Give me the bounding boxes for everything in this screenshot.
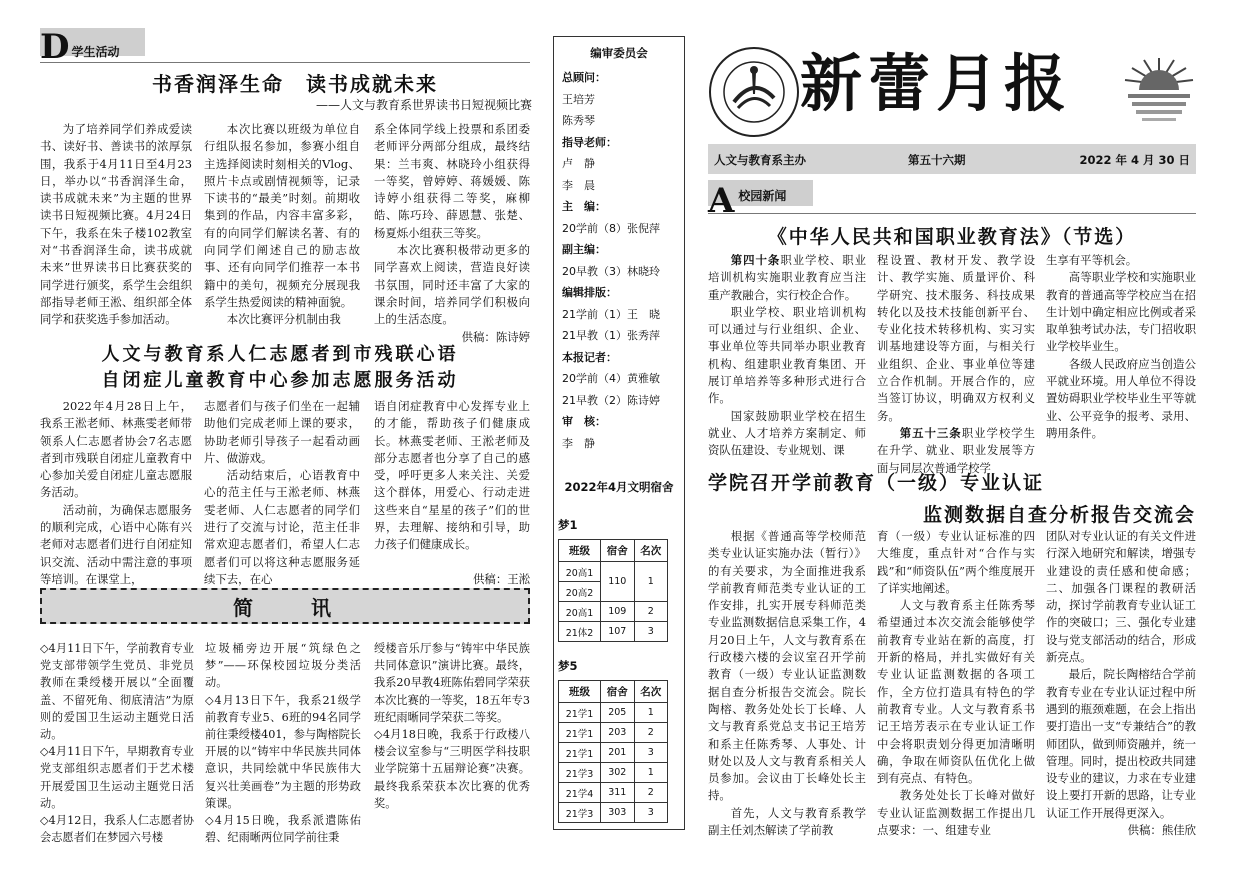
article-col-1	[40, 121, 192, 337]
table-header-cell: 宿舍	[601, 681, 634, 703]
editorial-role-label: 审 核：	[562, 415, 606, 428]
logo-seal-icon	[708, 46, 800, 138]
brief-col-3	[374, 640, 530, 860]
paragraph: 高等职业学校和实施职业教育的普通高等学校应当在招生计划中确定相应比例或者采取单独考试办法，专门招收职业学校毕业生。	[1046, 270, 1196, 354]
section-name: 学生活动	[71, 45, 120, 59]
cert-col-3	[1046, 528, 1196, 840]
section-header-campus-news	[708, 178, 813, 221]
table-cell: 20高1	[559, 562, 601, 582]
paragraph	[708, 252, 866, 304]
table-cell: 110	[601, 562, 634, 602]
brief-text: 绶楼音乐厅参与“铸牢中华民族共同体意识”演讲比赛。最终，我系20早教4班陈佑碧同学荣获本次比赛的一等奖，18五年专3班纪雨晰同学荣获二等奖。 ◇4月18日晚，我系于行政楼八楼会议室参与“三明医学科技职业学院第十五届辩论赛”决赛。最终我系荣获本次比赛的优秀奖。	[374, 642, 530, 810]
article-byline: 供稿：陈诗婷	[461, 329, 530, 344]
article-subtitle: ——人文与教育系世界读书日短视频比赛	[315, 98, 532, 112]
table-cell: 311	[601, 783, 634, 803]
table-cell: 107	[601, 622, 634, 642]
dorm-building-name: 梦1	[558, 518, 578, 532]
table-cell: 21学4	[559, 783, 601, 803]
cert-col-1	[708, 528, 866, 840]
paragraph: 根据《普通高等学校师范类专业认证实施办法（暂行）》的有关要求，为全面推进我系学前教育师范类专业认证的工作安排，扎实开展专科师范类专业监测数据信息采集工作，4月20日上午，人文与教育系在行政楼六楼的会议室召开学前教育（一级）专业认证监测数据自查分析报告交流会。院长陶榕、教务处处长丁长峰、人文与教育系党总支书记王培芳和系主任陈秀琴、人事处、计财处以及人文与教育系相关人员参加。会议由丁长峰处长主持。	[708, 529, 866, 803]
table-header-row	[559, 681, 668, 703]
table-row	[559, 783, 668, 803]
paragraph: 程设置、教材开发、教学设计、教学实施、质量评价、科学研究、技术服务、科技成果转化以及技术技能创新平台、专业化技术转移机构、实习实训基地建设等方面，与相关行业组织、企业、事业单位等建立合作机制。开展合作的，应当签订协议，明确双方权利义务。	[877, 253, 1035, 423]
editorial-title: 编审委员会	[590, 46, 648, 60]
section-rule	[40, 62, 530, 63]
section-rule	[708, 213, 1196, 214]
editorial-role-label: 副主编：	[562, 243, 606, 256]
paragraph: 本次比赛以班级为单位自行组队报名参加，参赛小组自主选择阅读时刻相关的Vlog、照片卡点或剧情视频等，记录下读书的“最美”时刻。前期收集到的作品，内容丰富多彩，有的向同学们解读名著、有的向同学们阐述自己的励志故事、还有向同学们推荐一本书籍中的美句，视频充分展现我系学生热爱阅读的精神面貌。	[204, 122, 360, 309]
paragraph: 国家鼓励职业学校在招生就业、人才培养方案制定、师资队伍建设、专业规划、课	[708, 408, 866, 458]
table-cell: 109	[601, 602, 634, 622]
table-cell: 3	[634, 803, 668, 823]
article-col-2	[204, 398, 360, 586]
dorm-rank-table	[558, 680, 668, 823]
table-cell: 1	[634, 763, 668, 783]
table-cell: 21体2	[559, 622, 601, 642]
paragraph: 职业学校、职业培训机构可以通过与行业组织、企业、事业单位等共同举办职业教育机构、组建职业教育集团、开展订单培养等多种形式进行合作。	[708, 304, 866, 406]
article-col-3	[374, 121, 530, 344]
law-title: 《中华人民共和国职业教育法》（节选）	[767, 226, 1137, 248]
paragraph: 最后，院长陶榕结合学前教育专业在专业认证过程中所遇到的瓶颈难题，在会上指出要打造出一支“专兼结合”的教师团队，做到师资融并，统一管理。同时，提出校政共同建设专业的建议，力求在专业建设上要打开新的思路，让专业认证工作开展得更深入。	[1046, 667, 1196, 820]
paragraph: 人文与教育系主任陈秀琴希望通过本次交流会能够使学前教育专业站在新的高度，打开新的格局，并扎实做好有关专业认证监测数据的各项工作，全方位打造具有特色的学前教育专业。人文与教育系书记王培芳表示在专业认证工作中会将职责划分得更加清晰明确，争取在师资队伍优化上做到有亮点、有特色。	[877, 598, 1035, 786]
brief-news-banner	[40, 588, 530, 624]
table-row	[559, 602, 668, 622]
paragraph: 各级人民政府应当创造公平就业环境。用人单位不得设置妨碍职业学校毕业生平等就业、公平竞争的报考、录用、聘用条件。	[1046, 356, 1196, 440]
table-row	[559, 763, 668, 783]
editorial-role-label: 主 编：	[562, 200, 606, 213]
editorial-member: 王培芳	[562, 92, 595, 106]
table-row	[559, 562, 668, 582]
brief-text: ◇4月11日下午，学前教育专业党支部带领学生党员、非党员教师在秉绶楼开展以“全面覆盖、不留死角、彻底清洁”为原则的爱国卫生运动主题党日活动。 ◇4月11日下午，早期教育专业党支部组织志愿者们于艺术楼开展爱国卫生运动主题党日活动。 ◇4月12日，我系人仁志愿者协会志愿者们在梦园六号楼	[40, 642, 194, 845]
cert-title-line-2: 监测数据自查分析报告交流会	[922, 504, 1196, 526]
college-logo	[708, 46, 800, 138]
table-cell: 21学1	[559, 743, 601, 763]
editorial-member: 21早教（1）张秀萍	[562, 329, 660, 342]
editorial-member: 李 晨	[562, 178, 595, 192]
table-cell: 21学3	[559, 803, 601, 823]
editorial-role-label: 编辑排版：	[562, 286, 617, 299]
editorial-role-label: 本报记者：	[562, 350, 617, 364]
table-cell: 2	[634, 602, 668, 622]
paragraph-text: 职业学校、职业培训机构实施职业教育应当注重产教融合，实行校企合作。	[708, 253, 866, 302]
table-cell: 203	[601, 723, 634, 743]
brief-text: 垃圾桶旁边开展“筑绿色之梦”——环保校园垃圾分类活动。 ◇4月13日下午，我系21级学前教育专业5、6班的94名同学前往秉绶楼401，参与陶榕院长开展的以“铸牢中华民族共同体意识，共同绘就中华民族伟大复兴壮美画卷”为主题的形势政策课。 ◇4月15日晚，我系派遣陈佑碧、纪雨晰两位同学前往秉	[205, 642, 361, 845]
masthead-info-bar	[708, 144, 1196, 174]
masthead-title: 新蕾月报	[800, 47, 1073, 120]
table-row	[559, 703, 668, 723]
article-byline: 供稿：王淞	[473, 571, 530, 586]
issue-label: 第五十六期	[908, 153, 966, 167]
paragraph: 本次比赛评分机制由我	[226, 312, 341, 327]
table-cell: 20高1	[559, 602, 601, 622]
table-row	[559, 723, 668, 743]
table-row	[559, 743, 668, 763]
host-label: 人文与教育系主办	[714, 153, 806, 167]
table-cell: 205	[601, 703, 634, 723]
editorial-member: 陈秀琴	[562, 114, 595, 127]
brief-col-1	[40, 640, 194, 860]
paragraph: 首先，人文与教育系教学副主任刘杰解读了学前教	[708, 805, 866, 838]
date-label: 2022 年 4 月 30 日	[1079, 153, 1190, 167]
paragraph: 育（一级）专业认证标准的四大维度，重点针对“合作与实践”和“师资队伍”两个维度展开了详实地阐述。	[877, 529, 1035, 595]
article-number: 第五十三条	[899, 425, 962, 440]
article-title: 书香润泽生命 读书成就未来	[152, 72, 438, 96]
table-cell: 3	[634, 743, 668, 763]
editorial-list	[554, 67, 684, 454]
sunrise-icon	[1122, 54, 1196, 124]
cert-col-2	[877, 528, 1035, 840]
section-name: 校园新闻	[738, 189, 787, 203]
article-col-1	[40, 398, 192, 586]
paragraph: 为了培养同学们养成爱读书、读好书、善读书的浓厚氛围，我系于4月11日至4月23日，举办以“书香润泽生命，读书成就未来”为主题的世界读书日短视频比赛。4月24日下午，我系在朱子楼102教室对“书香润泽生命，读书成就未来”世界读书日比赛获奖的同学进行颁奖，系学生会组织部指导老师王淞、组织部全体同学和获奖选手参加活动。	[40, 122, 192, 327]
table-cell: 303	[601, 803, 634, 823]
editorial-member: 20学前（4）黄雅敏	[562, 372, 660, 385]
law-col-2	[877, 252, 1035, 475]
editorial-member: 21学前（1）王 晓	[562, 307, 660, 321]
table-row	[559, 803, 668, 823]
article-col-2	[204, 121, 360, 337]
dorm-building-name: 梦5	[558, 659, 578, 673]
table-header-cell: 名次	[634, 540, 668, 562]
paragraph-text: 职业学校学生在升学、就业、职业发展等方面与同层次普通学校学	[877, 425, 1035, 475]
table-header-cell: 名次	[634, 681, 668, 703]
table-header-cell: 班级	[559, 681, 601, 703]
table-cell: 20高2	[559, 582, 601, 602]
paragraph: 系全体同学线上投票和系团委老师评分两部分组成，最终结果：兰韦爽、林晓玲小组获得一等奖，曾婷婷、蒋媛媛、陈诗婷小组获得二等奖，麻柳皓、陈巧玲、薛恩慧、张楚、杨夏烁小组获三等奖。	[374, 122, 530, 240]
table-row	[559, 622, 668, 642]
editorial-role-label: 总顾问：	[562, 71, 606, 84]
dorm-groups	[558, 511, 680, 823]
editorial-member: 20学前（8）张倪萍	[562, 221, 660, 235]
table-cell: 2	[634, 783, 668, 803]
table-header-row	[559, 540, 668, 562]
brief-news-title: 简 讯	[233, 595, 337, 620]
brief-col-2	[205, 640, 361, 860]
article-title-line-2: 自闭症儿童教育中心参加志愿服务活动	[101, 370, 459, 391]
paragraph: 语自闭症教育中心发挥专业上的才能，帮助孩子们健康成长。林燕雯老师、王淞老师及部分志愿者也分享了自己的感受，呼吁更多人来关注、关爱这个群体，用爱心、行动走进这些来自“星星的孩子”们的世界，去理解、接纳和引导，助力孩子们健康成长。	[374, 399, 530, 552]
section-letter: D	[40, 27, 70, 67]
law-col-3	[1046, 252, 1196, 460]
paragraph: 2022年4月28日上午，我系王淞老师、林燕雯老师带领系人仁志愿者协会7名志愿者到市残联自闭症儿童教育中心参加关爱自闭症儿童志愿服务活动。	[40, 399, 192, 500]
paragraph: 生享有平等机会。	[1046, 253, 1138, 267]
paragraph: 志愿者们与孩子们坐在一起辅助他们完成老师上课的要求，协助老师引导孩子一起看动画片、做游戏。	[204, 399, 360, 465]
paragraph: 活动前，为确保志愿服务的顺利完成，心语中心陈有兴老师对志愿者们进行自闭症知识交流、活动中需注意的事项等培训。在课堂上，	[40, 502, 192, 586]
table-cell: 21学1	[559, 723, 601, 743]
article-number: 第四十条	[730, 253, 781, 267]
table-cell: 21学1	[559, 703, 601, 723]
dorm-title: 2022年4月文明宿舍	[564, 480, 674, 494]
paragraph: 团队对专业认证的有关文件进行深入地研究和解读，增强专业建设的责任感和使命感；二、加强各门课程的教研活动，探讨学前教育专业认证工作的突破口；三、强化专业建设与党支部活动的结合，形成新亮点。	[1046, 529, 1196, 665]
editorial-member: 卢 静	[562, 157, 595, 170]
editorial-member: 21早教（2）陈诗婷	[562, 393, 660, 407]
editorial-member: 李 静	[562, 436, 595, 450]
table-cell: 3	[634, 622, 668, 642]
table-header-cell: 宿舍	[601, 540, 634, 562]
table-cell: 201	[601, 743, 634, 763]
table-header-cell: 班级	[559, 540, 601, 562]
cert-title-line-1: 学院召开学前教育（一级）专业认证	[708, 472, 1045, 494]
paragraph: 本次比赛积极带动更多的同学喜欢上阅读，营造良好读书氛围，同时还丰富了大家的课余时间，培养同学们积极向上的生活态度。	[374, 243, 530, 327]
section-letter: A	[708, 181, 735, 221]
dorm-rank-table	[558, 539, 668, 642]
law-col-1	[708, 252, 866, 460]
editorial-member: 20早教（3）林晓玲	[562, 264, 660, 278]
table-cell: 21学3	[559, 763, 601, 783]
table-cell: 1	[634, 703, 668, 723]
editorial-role-label: 指导老师：	[562, 135, 617, 149]
paragraph: 教务处处长丁长峰对做好专业认证监测数据工作提出几点要求：一、组建专业	[877, 788, 1035, 838]
section-header-student-activities	[40, 24, 145, 67]
sun-logo	[1122, 54, 1196, 124]
article-title-line-1: 人文与教育系人仁志愿者到市残联心语	[101, 344, 459, 365]
article-col-3	[374, 398, 530, 586]
paragraph: 活动结束后，心语教育中心的范主任与王淞老师、林燕雯老师、人仁志愿者的同学们进行了交流与讨论，范主任非常欢迎志愿者们，希望人仁志愿者们可以将这种志愿服务延续下去，在心	[204, 468, 360, 586]
table-cell: 1	[634, 562, 668, 602]
article-byline: 供稿：熊佳欣	[1127, 823, 1196, 838]
table-cell: 2	[634, 723, 668, 743]
editorial-box	[553, 36, 685, 830]
table-cell: 302	[601, 763, 634, 783]
